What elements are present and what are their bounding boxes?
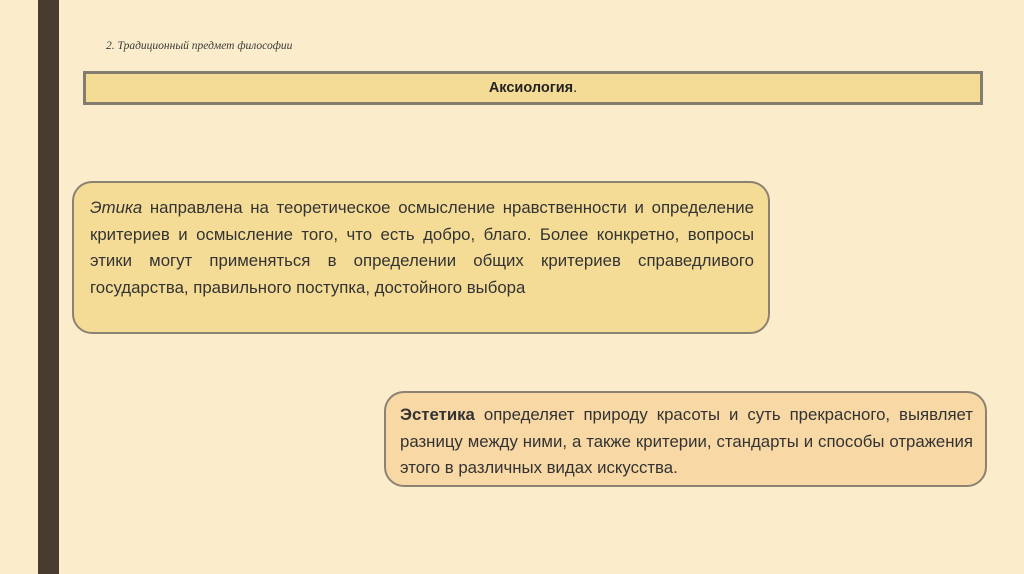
aesthetics-text: определяет природу красоты и суть прекрасного, выявляет разницу между ними, а также критерии, стандарты и способы отражения этого в различных видах искусства. (400, 405, 973, 477)
section-title: 2. Традиционный предмет философии (106, 40, 293, 52)
aesthetics-card (384, 391, 987, 487)
ethics-text: направлена на теоретическое осмысление нравственности и определение критериев и осмысление того, что есть добро, благо. Более конкретно, вопросы этики могут применяться в определении общих критериев справедливого государства, правильного поступка, достойного выбора (90, 198, 754, 297)
heading-punctuation: . (573, 80, 578, 96)
aesthetics-term: Эстетика (400, 405, 475, 424)
heading-box (83, 71, 983, 105)
ethics-term: Этика (90, 198, 143, 217)
ethics-card (72, 181, 770, 334)
heading-title: Аксиология (488, 80, 574, 96)
left-accent-bar (38, 0, 59, 574)
